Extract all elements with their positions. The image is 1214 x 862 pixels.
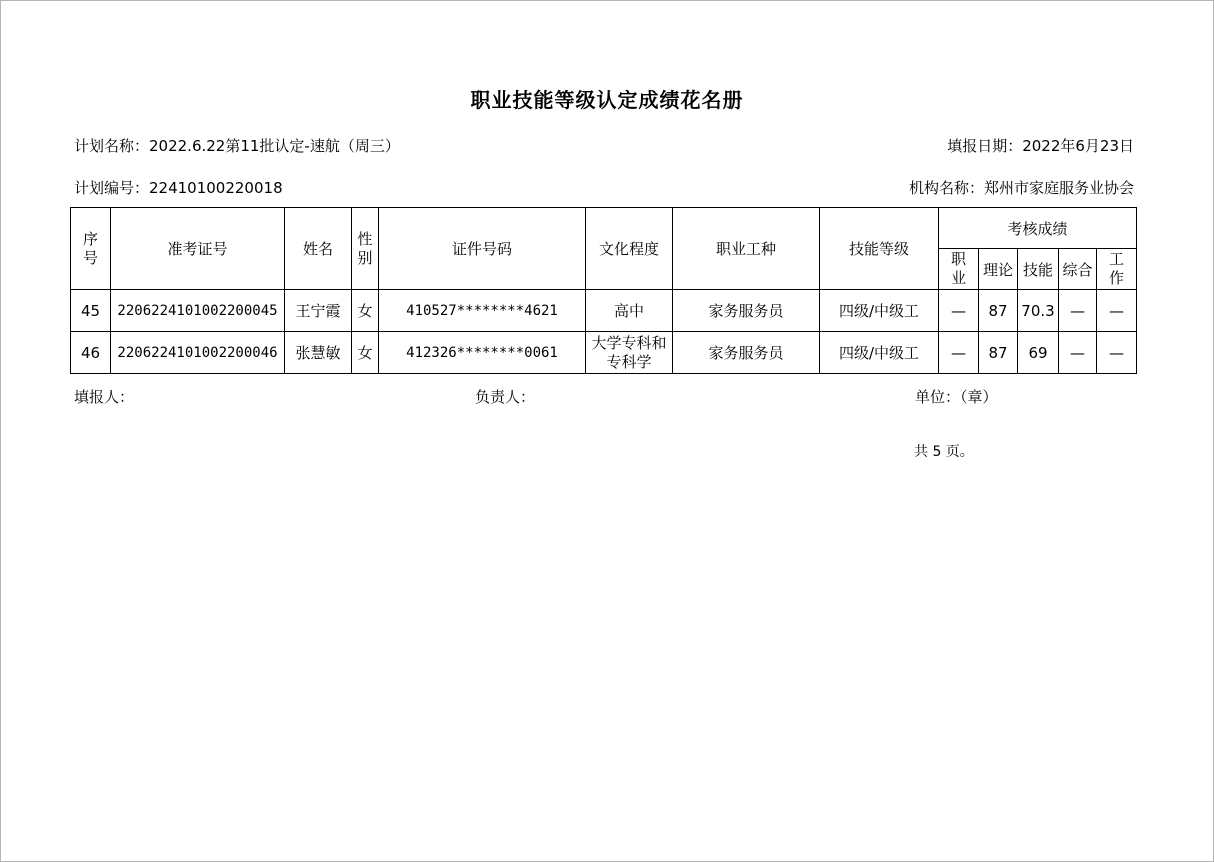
cell-name: 王宁霞 (285, 290, 352, 332)
cell-gender: 女 (352, 332, 379, 374)
cell-work: — (1097, 290, 1137, 332)
cell-prof: — (939, 290, 979, 332)
cell-skill: 69 (1018, 332, 1059, 374)
cell-occupation: 家务服务员 (673, 290, 820, 332)
table-row (71, 332, 1137, 374)
header-sub-skill: 技能 (1018, 249, 1059, 290)
cell-id-no: 412326********0061 (379, 332, 586, 374)
cell-seq: 46 (71, 332, 111, 374)
header-seq: 序号 (71, 208, 111, 290)
header-scores: 考核成绩 (939, 208, 1137, 249)
cell-comp: — (1059, 290, 1097, 332)
header-sub-comp: 综合 (1059, 249, 1097, 290)
plan-number: 计划编号：22410100220018 (74, 179, 283, 197)
header-occupation: 职业工种 (673, 208, 820, 290)
cell-gender: 女 (352, 290, 379, 332)
cell-comp: — (1059, 332, 1097, 374)
cell-skill: 70.3 (1018, 290, 1059, 332)
footer-page-count: 共 5 页。 (914, 444, 974, 460)
cell-seq: 45 (71, 290, 111, 332)
plan-name: 计划名称：2022.6.22第11批认定-速航（周三） (74, 137, 400, 155)
header-level: 技能等级 (820, 208, 939, 290)
header-sub-prof: 职业 (939, 249, 979, 290)
score-roster-table (70, 207, 1137, 374)
header-exam-no: 准考证号 (111, 208, 285, 290)
cell-level: 四级/中级工 (820, 290, 939, 332)
report-date: 填报日期：2022年6月23日 (947, 137, 1134, 155)
cell-name: 张慧敏 (285, 332, 352, 374)
header-education: 文化程度 (586, 208, 673, 290)
org-name: 机构名称：郑州市家庭服务业协会 (908, 179, 1134, 197)
header-sub-theory: 理论 (979, 249, 1018, 290)
cell-education: 大学专科和专科学 (586, 332, 673, 374)
header-name: 姓名 (285, 208, 352, 290)
cell-id-no: 410527********4621 (379, 290, 586, 332)
header-gender: 性别 (352, 208, 379, 290)
header-sub-work: 工作 (1097, 249, 1137, 290)
footer-responsible: 负责人： (475, 388, 536, 406)
footer-filler: 填报人： (74, 388, 135, 406)
header-row (71, 208, 1137, 249)
cell-theory: 87 (979, 290, 1018, 332)
cell-education: 高中 (586, 290, 673, 332)
cell-occupation: 家务服务员 (673, 332, 820, 374)
footer-unit: 单位：（章） (915, 388, 998, 406)
cell-prof: — (939, 332, 979, 374)
cell-work: — (1097, 332, 1137, 374)
header-id-no: 证件号码 (379, 208, 586, 290)
cell-theory: 87 (979, 332, 1018, 374)
table-row (71, 290, 1137, 332)
cell-exam-no: 2206224101002200046 (111, 332, 285, 374)
cell-level: 四级/中级工 (820, 332, 939, 374)
page-title: 职业技能等级认定成绩花名册 (470, 88, 744, 112)
cell-exam-no: 2206224101002200045 (111, 290, 285, 332)
